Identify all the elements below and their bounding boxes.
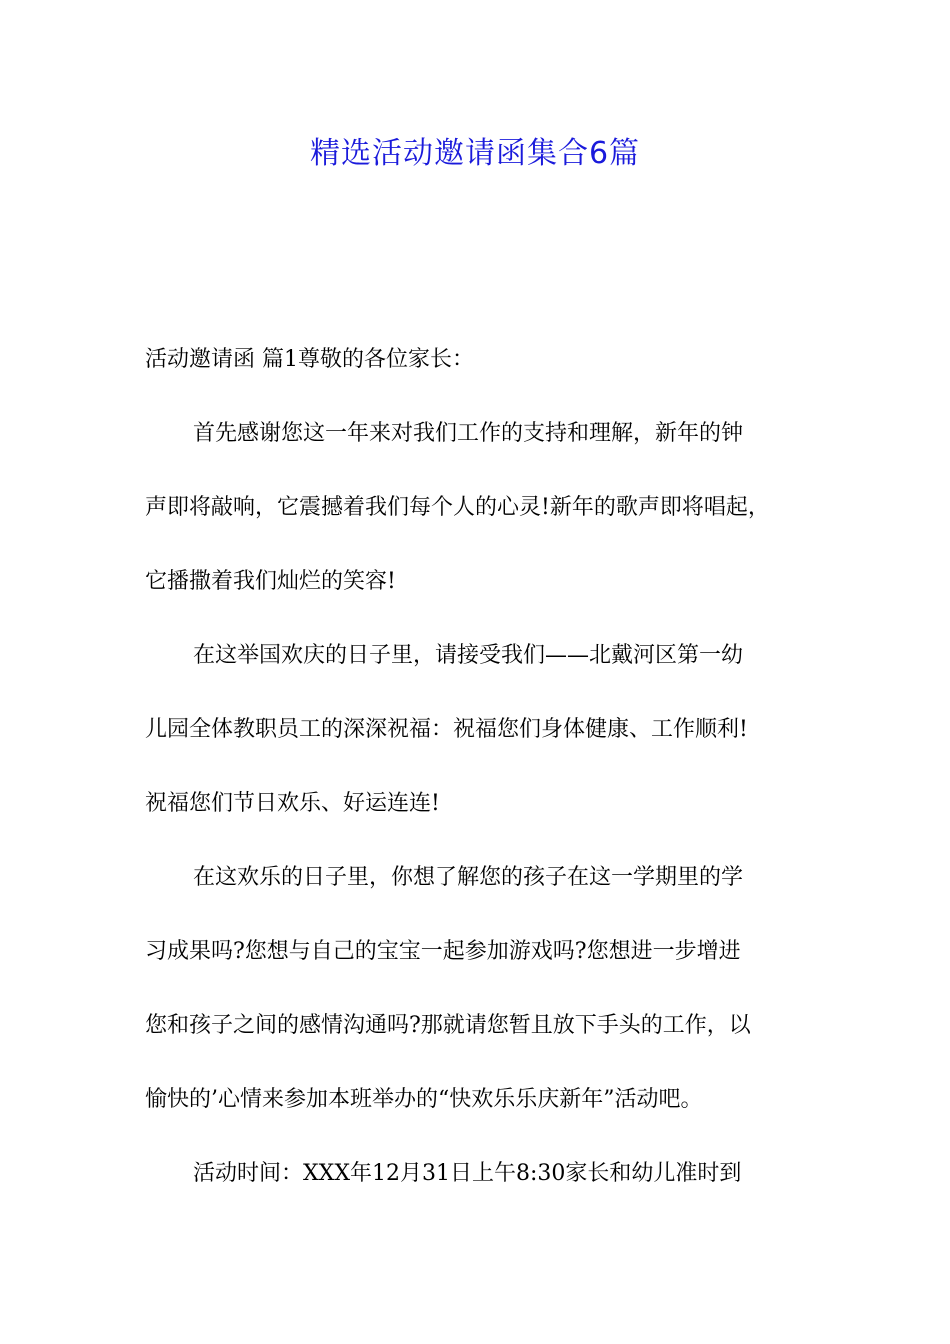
text-line: 活动时间：XXX年12月31日上午8:30家长和幼儿准时到 (193, 1161, 742, 1186)
text-line: 在这欢乐的日子里，你想了解您的孩子在这一学期里的学 (193, 865, 744, 890)
text-line: 它播撒着我们灿烂的笑容! (145, 569, 396, 594)
text-line: 祝福您们节日欢乐、好运连连! (145, 791, 440, 816)
text-line: 愉快的’心情来参加本班举办的“快欢乐乐庆新年”活动吧。 (145, 1087, 703, 1112)
text-line: 习成果吗?您想与自己的宝宝一起参加游戏吗?您想进一步增进 (145, 939, 741, 964)
text-line: 声即将敲响，它震撼着我们每个人的心灵!新年的歌声即将唱起， (145, 495, 770, 520)
text-line: 您和孩子之间的感情沟通吗?那就请您暂且放下手头的工作，以 (145, 1013, 751, 1038)
text-line: 首先感谢您这一年来对我们工作的支持和理解，新年的钟 (193, 421, 744, 446)
text-line: 儿园全体教职员工的深深祝福：祝福您们身体健康、工作顺利! (145, 717, 748, 742)
text-line: 在这举国欢庆的日子里，请接受我们——北戴河区第一幼 (193, 643, 744, 668)
document-body (145, 340, 810, 1228)
document-title: 精选活动邀请函集合6篇 (309, 136, 641, 171)
text-line: 活动邀请函 篇1尊敬的各位家长： (145, 347, 474, 372)
